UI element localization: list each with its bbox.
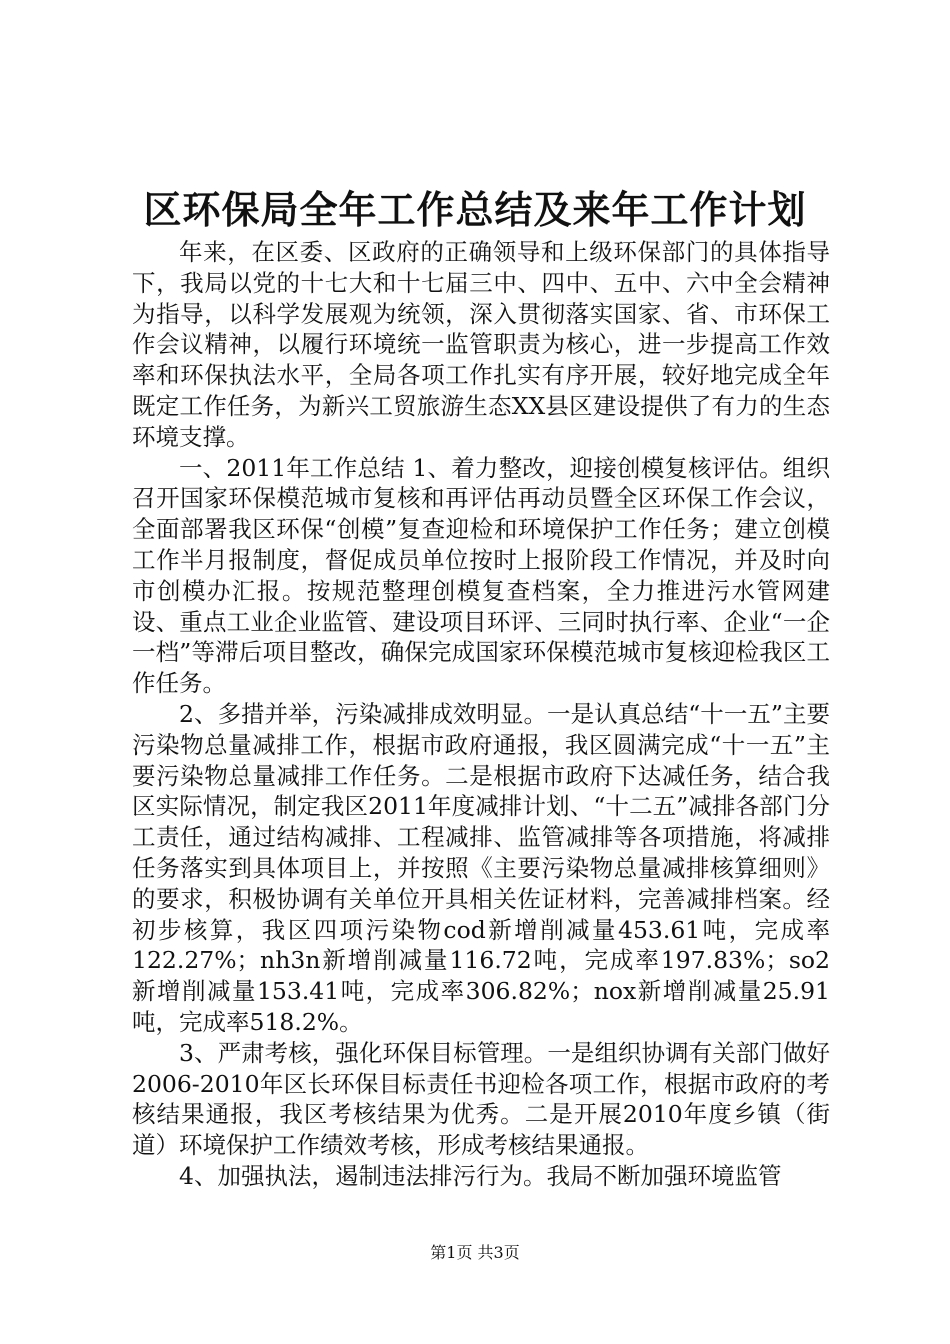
- paragraph-summary-2: 2、多措并举，污染减排成效明显。一是认真总结“十一五”主要污染物总量减排工作，根据市政府通报，我区圆满完成“十一五”主要污染物总量减排工作任务。二是根据市政府下达减任务，结合我区实际情况，制定我区2011年度减排计划、“十二五”减排各部门分工责任，通过结构减排、工程减排、监管减排等各项措施，将减排任务落实到具体项目上，并按照《主要污染物总量减排核算细则》的要求，积极协调有关单位开具相关佐证材料，完善减排档案。经初步核算，我区四项污染物cod新增削减量453.61吨，完成率122.27%；nh3n新增削减量116.72吨，完成率197.83%；so2新增削减量153.41吨，完成率306.82%；nox新增削减量25.91吨，完成率518.2%。: [132, 699, 830, 1036]
- paragraph-summary-3: 3、严肃考核，强化环保目标管理。一是组织协调有关部门做好2006-2010年区长环保目标责任书迎检各项工作，根据市政府的考核结果通报，我区考核结果为优秀。二是开展2010年度乡镇（街道）环境保护工作绩效考核，形成考核结果通报。: [132, 1038, 830, 1160]
- page-number: 第1页 共3页: [430, 1243, 520, 1262]
- paragraph-summary-4: 4、加强执法，遏制违法排污行为。我局不断加强环境监管: [179, 1161, 782, 1190]
- document-title: 区环保局全年工作总结及来年工作计划: [143, 187, 807, 232]
- paragraph-intro: 年来，在区委、区政府的正确领导和上级环保部门的具体指导下，我局以党的十七大和十七届三中、四中、五中、六中全会精神为指导，以科学发展观为统领，深入贯彻落实国家、省、市环保工作会议精神，以履行环境统一监管职责为核心，进一步提高工作效率和环保执法水平，全局各项工作扎实有序开展，较好地完成全年既定工作任务，为新兴工贸旅游生态XX县区建设提供了有力的生态环境支撑。: [132, 238, 830, 451]
- paragraph-summary-1: 一、2011年工作总结 1、着力整改，迎接创模复核评估。组织召开国家环保模范城市复核和再评估再动员暨全区环保工作会议，全面部署我区环保“创模”复查迎检和环境保护工作任务；建立创模工作半月报制度，督促成员单位按时上报阶段工作情况，并及时向市创模办汇报。按规范整理创模复查档案，全力推进污水管网建设、重点工业企业监管、建设项目环评、三同时执行率、企业“一企一档”等滞后项目整改，确保完成国家环保模范城市复核迎检我区工作任务。: [132, 453, 830, 698]
- document-body: [132, 237, 830, 1192]
